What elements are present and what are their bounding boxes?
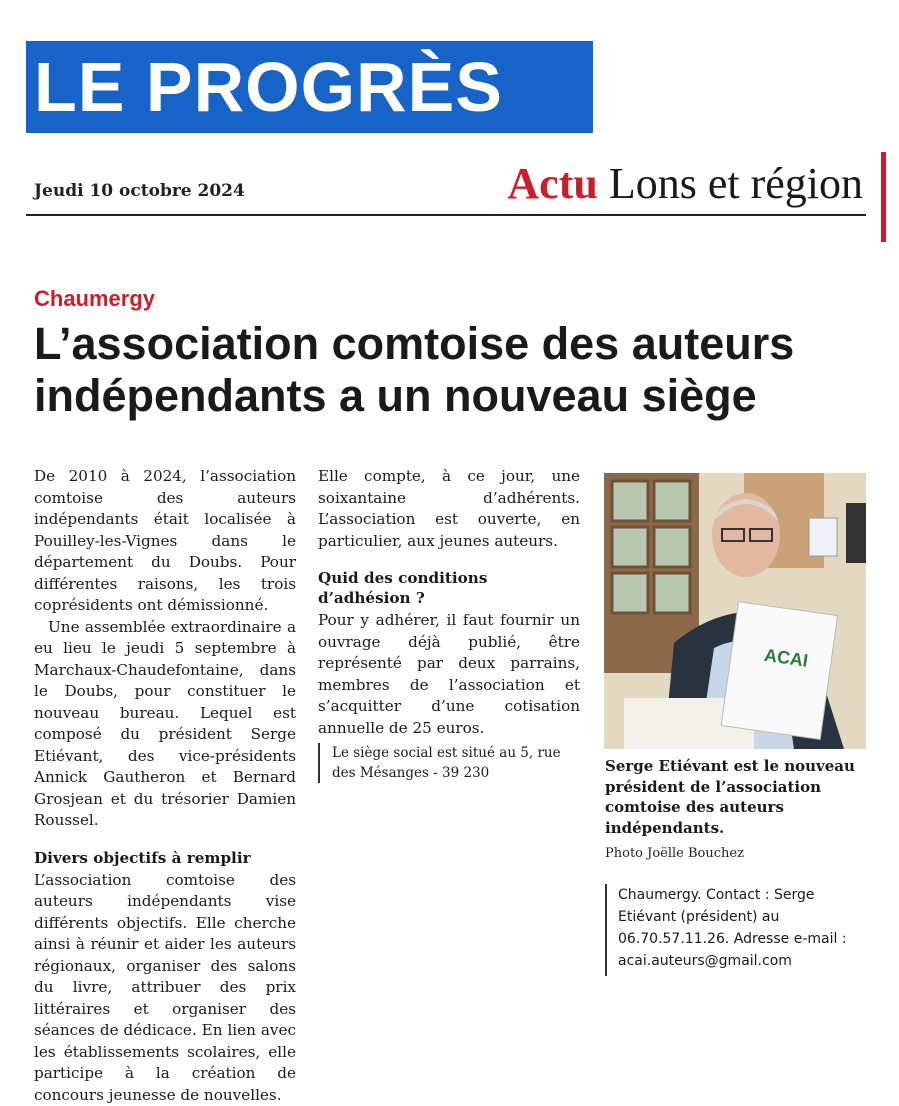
section-accent-bar — [881, 152, 886, 242]
issue-date: Jeudi 10 octobre 2024 — [34, 181, 245, 201]
headquarters-note: Le siège social est situé au 5, rue des Mésanges - 39 230 — [318, 743, 580, 783]
article-column-2 — [318, 466, 580, 783]
article-kicker: Chaumergy — [34, 286, 155, 312]
photo-credit: Photo Joëlle Bouchez — [605, 846, 744, 861]
article-headline — [34, 318, 874, 422]
newspaper-masthead — [26, 41, 593, 133]
section-subtitle: Lons et région — [609, 159, 863, 208]
subhead-membership: Quid des conditions d’adhésion ? — [318, 568, 580, 608]
paragraph-objectives: L’association comtoise des auteurs indépendants vise différents objectifs. Elle cherche ainsi à réunir et aider les auteurs régionaux, organiser des salons du livre, attribuer des prix littéraires et organiser des séances de dédicace. En lien avec les établissements scolaires, elle participe à la création de concours jeunesse de nouvelles. — [34, 870, 296, 1106]
masthead-title: LE PROGRÈS — [34, 48, 503, 126]
header-rule — [26, 214, 866, 216]
photo-caption: Serge Etiévant est le nouveau président de l’association comtoise des auteurs indépendants. — [605, 756, 867, 838]
paragraph-membership: Pour y adhérer, il faut fournir un ouvrage déjà publié, être représenté par deux parrains, membres de l’association et s’acquitter d’une cotisation annuelle de 25 euros. — [318, 610, 580, 739]
article-column-1 — [34, 466, 296, 1106]
photo-illustration — [604, 473, 866, 749]
paragraph-history: De 2010 à 2024, l’association comtoise des auteurs indépendants était localisée à Pouilley-les-Vignes dans le département du Doubs. Pour différentes raisons, les trois coprésidents ont démissionné. — [34, 466, 296, 617]
contact-info: Chaumergy. Contact : Serge Etiévant (président) au 06.70.57.11.26. Adresse e-mail : acai.auteurs@gmail.com — [605, 884, 863, 976]
headline-line-2: indépendants a un nouveau siège — [34, 370, 874, 422]
paragraph-members: Elle compte, à ce jour, une soixantaine d’adhérents. L’association est ouverte, en particulier, aux jeunes auteurs. — [318, 466, 580, 552]
headline-line-1: L’association comtoise des auteurs — [34, 318, 874, 370]
article-photo — [604, 473, 866, 749]
section-label: Actu — [507, 159, 597, 208]
subhead-objectives: Divers objectifs à remplir — [34, 848, 296, 868]
photo-badge: ACAI — [763, 645, 809, 671]
section-header — [507, 158, 863, 210]
paragraph-assembly: Une assemblée extraordinaire a eu lieu le jeudi 5 septembre à Marchaux-Chaudefontaine, dans le Doubs, pour constituer le nouveau bureau. Lequel est composé du président Serge Etiévant, des vice-présidents Annick Gautheron et Bernard Grosjean et du trésorier Damien Roussel. — [34, 617, 296, 832]
